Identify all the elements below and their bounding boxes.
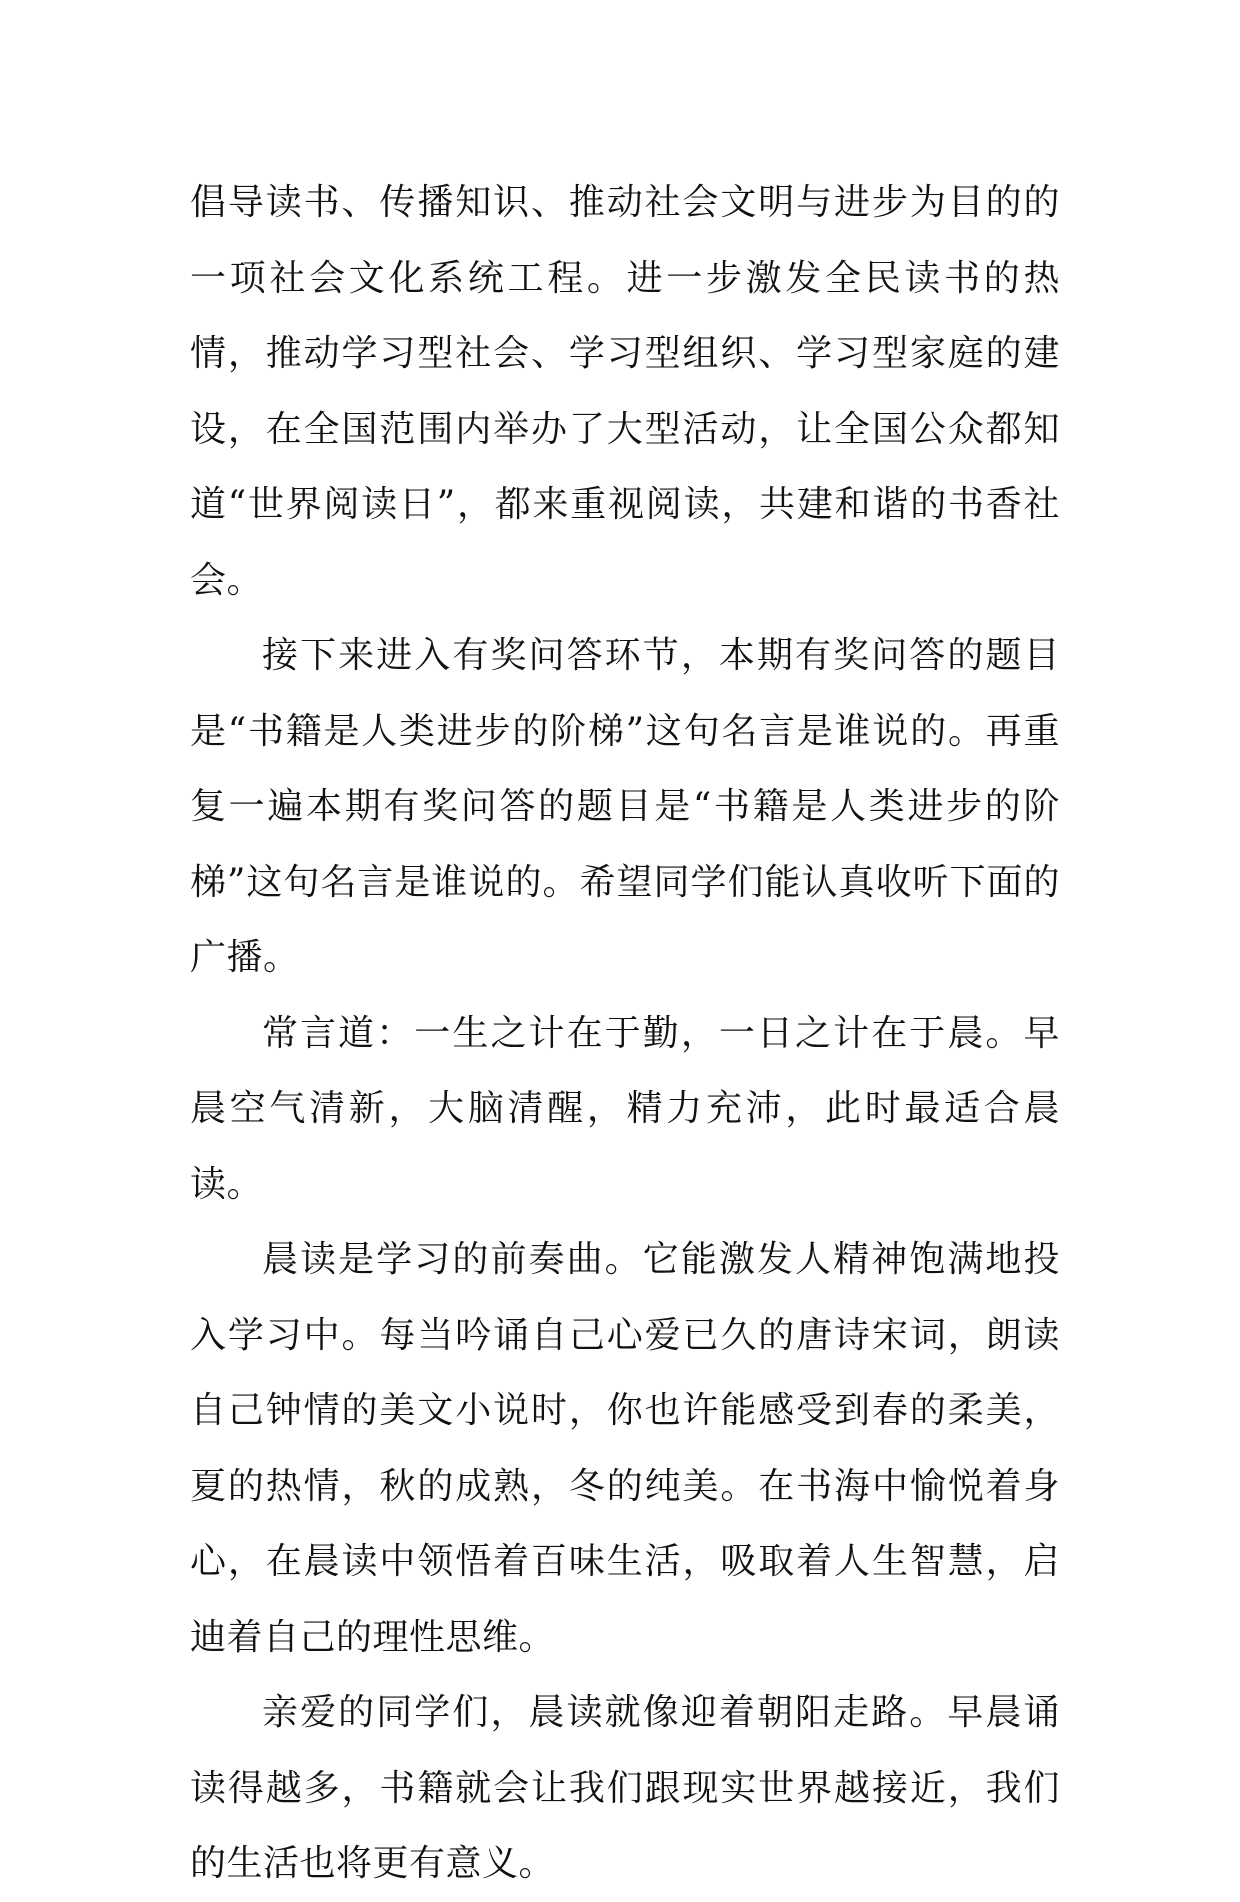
paragraph-quiz: 接下来进入有奖问答环节，本期有奖问答的题目是“书籍是人类进步的阶梯”这句名言是谁说的。再重复一遍本期有奖问答的题目是“书籍是人类进步的阶梯”这句名言是谁说的。希望同学们能认真收听下面的广播。 <box>190 635 1060 978</box>
document-body <box>190 165 1060 1902</box>
paragraph-closing: 亲爱的同学们，晨读就像迎着朝阳走路。早晨诵读得越多，书籍就会让我们跟现实世界越接近，我们的生活也将更有意义。 <box>190 1692 1060 1884</box>
paragraph-continuation: 倡导读书、传播知识、推动社会文明与进步为目的的一项社会文化系统工程。进一步激发全民读书的热情，推动学习型社会、学习型组织、学习型家庭的建设，在全国范围内举办了大型活动，让全国公众都知道“世界阅读日”，都来重视阅读，共建和谐的书香社会。 <box>190 182 1060 601</box>
paragraph-saying: 常言道：一生之计在于勤，一日之计在于晨。早晨空气清新，大脑清醒，精力充沛，此时最适合晨读。 <box>190 1012 1060 1205</box>
paragraph-morning-reading: 晨读是学习的前奏曲。它能激发人精神饱满地投入学习中。每当吟诵自己心爱已久的唐诗宋词，朗读自己钟情的美文小说时，你也许能感受到春的柔美，夏的热情，秋的成熟，冬的纯美。在书海中愉悦着身心，在晨读中领悟着百味生活，吸取着人生智慧，启迪着自己的理性思维。 <box>190 1239 1060 1658</box>
